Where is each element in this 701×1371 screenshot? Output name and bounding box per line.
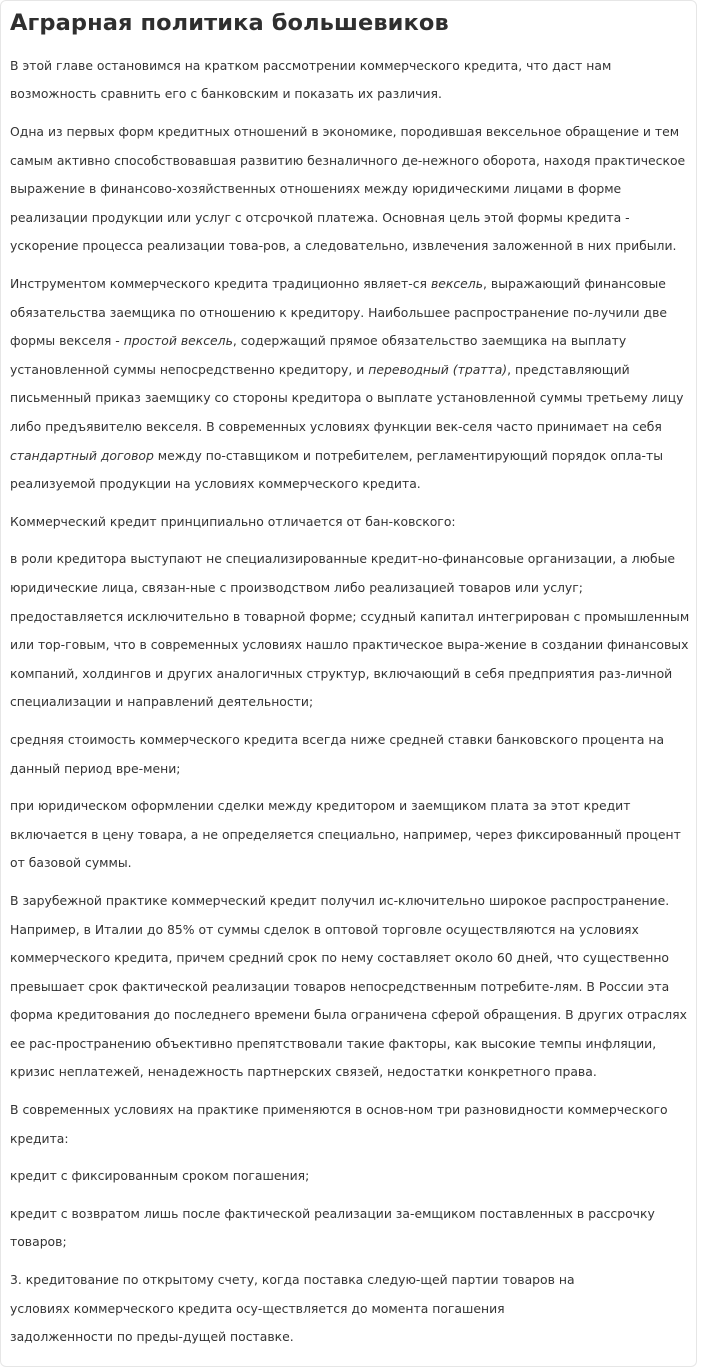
paragraph-5 xyxy=(10,545,692,717)
paragraph-text: В этой главе остановимся на кратком рассмотрении коммерческого кредита, что даст нам возможность сравнить его с банковским и показать их различия. xyxy=(10,57,612,102)
paragraph-4 xyxy=(10,508,692,537)
article-title: Аграрная политика большевиков xyxy=(10,10,449,36)
paragraph-12 xyxy=(10,1266,600,1352)
article-body xyxy=(10,52,692,1352)
paragraph-text: , содержащий прямое обязательство заемщика на выплату установленной суммы непосредственно кредитору, и xyxy=(10,333,627,377)
paragraph-10 xyxy=(10,1162,692,1191)
emphasized-term: вексель xyxy=(430,276,484,292)
paragraph-text: при юридическом оформлении сделки между кредитором и заемщиком плата за этот кредит включается в цену товара, а не определяется специально, например, через фиксированный процент от базовой суммы. xyxy=(10,798,681,871)
paragraph-text: , представляющий письменный приказ заемщику со стороны кредитора о выплате установленной суммы третьему лицу либо предъявителю векселя. В современных условиях функции век-селя часто принимает на себя xyxy=(10,361,684,434)
paragraph-9 xyxy=(10,1096,692,1153)
paragraph-1 xyxy=(10,52,692,109)
paragraph-8 xyxy=(10,887,692,1087)
paragraph-6 xyxy=(10,726,692,783)
paragraph-7 xyxy=(10,792,692,878)
paragraph-2 xyxy=(10,118,692,261)
paragraph-11 xyxy=(10,1200,692,1257)
paragraph-text: между по-ставщиком и потребителем, регламентирующий порядок опла-ты реализуемой продукции на условиях коммерческого кредита. xyxy=(10,447,664,492)
paragraph-text: 3. кредитование по открытому счету, когда поставка следую-щей партии товаров на условиях коммерческого кредита осу-ществляется до момента погашения задолженности по преды-дущей поставке. xyxy=(10,1272,575,1345)
paragraph-3 xyxy=(10,270,692,499)
emphasized-term: простой вексель xyxy=(123,333,233,349)
paragraph-text: кредит с возвратом лишь после фактической реализации за-емщиком поставленных в рассрочку товаров; xyxy=(10,1205,655,1250)
paragraph-text: в роли кредитора выступают не специализированные кредит-но-финансовые организации, а любые юридические лица, связан-ные с производством либо реализацией товаров или услуг; предоставляется исключительно в товарной форме; ссудный капитал интегрирован с промышленным или тор-говым, что в современных условиях нашло практическое выра-жение в создании финансовых компаний, холдингов и других аналогичных структур, включающий в себя предприятия раз-личной специализации и направлений деятельности; xyxy=(10,551,690,710)
paragraph-text: средняя стоимость коммерческого кредита всегда ниже средней ставки банковского процента на данный период вре-мени; xyxy=(10,731,665,776)
paragraph-text: кредит с фиксированным сроком погашения; xyxy=(10,1168,310,1184)
paragraph-text: В зарубежной практике коммерческий кредит получил ис-ключительно широкое распространение. Например, в Италии до 85% от суммы сделок в оптовой торговле осуществляются на условиях коммерческого кредита, причем средний срок по нему составляет около 60 дней, что существенно превышает срок фактической реализации товаров непосредственным потребите-лям. В России эта форма кредитования до последнего времени была ограничена сферой обращения. В других отраслях ее рас-пространению объективно препятствовали такие факторы, как высокие темпы инфляции, кризис неплатежей, ненадежность партнерских связей, недостатки конкретного права. xyxy=(10,892,687,1080)
emphasized-term: стандартный договор xyxy=(10,447,154,463)
emphasized-term: переводный (тратта) xyxy=(368,361,508,377)
paragraph-text: Инструментом коммерческого кредита традиционно являет-ся xyxy=(10,276,431,292)
article-content xyxy=(10,5,692,1361)
paragraph-text: , выражающий финансовые обязательства заемщика по отношению к кредитору. Наибольшее распространение по-лучили две формы векселя - xyxy=(10,276,668,349)
paragraph-text: Одна из первых форм кредитных отношений в экономике, породившая вексельное обращение и тем самым активно способствовавшая развитию безналичного де-нежного оборота, находя практическое выражение в финансово-хозяйственных отношениях между юридическими лицами в форме реализации продукции или услуг с отсрочкой платежа. Основная цель этой формы кредита - ускорение процесса реализации това-ров, а следовательно, извлечения заложенной в них прибыли. xyxy=(10,124,686,254)
paragraph-text: Коммерческий кредит принципиально отличается от бан-ковского: xyxy=(10,513,456,529)
paragraph-text: В современных условиях на практике применяются в основ-ном три разновидности коммерческого кредита: xyxy=(10,1102,668,1146)
